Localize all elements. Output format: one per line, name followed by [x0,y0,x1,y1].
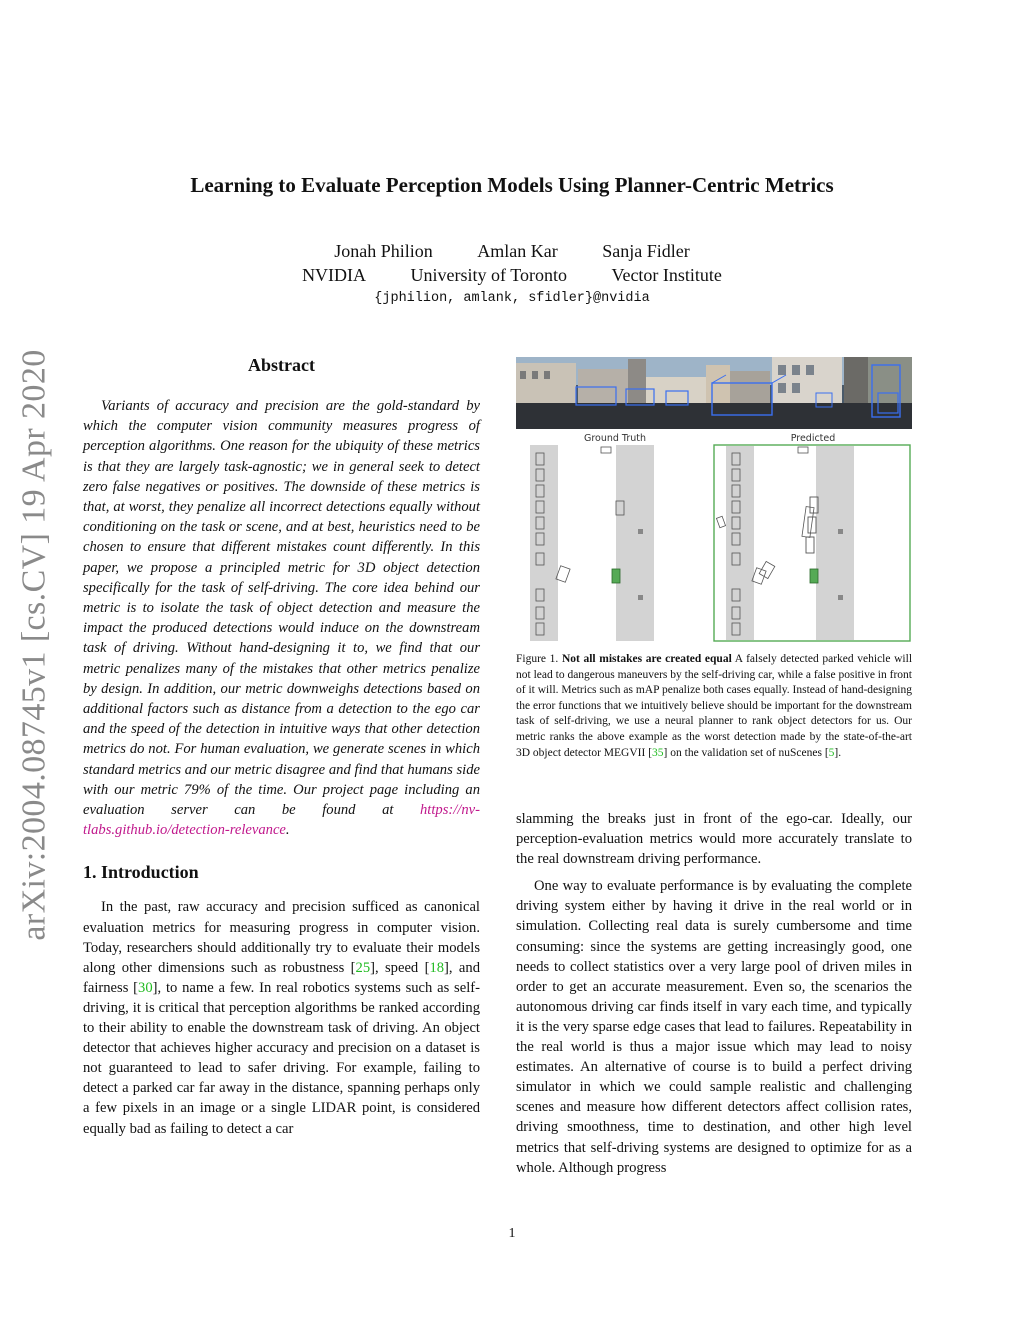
citation-25[interactable]: 25 [355,959,371,976]
intro-heading: 1. Introduction [83,862,199,883]
ground-truth-bev-panel [518,445,712,641]
citation-30[interactable]: 30 [138,979,153,996]
author-3: Sanja Fidler [602,241,690,261]
author-2: Amlan Kar [477,241,558,261]
author-emails: {jphilion, amlank, sfidler}@nvidia [374,291,650,306]
left-column [83,355,480,1139]
label-predicted: Predicted [790,433,836,444]
affiliations [0,265,1024,286]
camera-image [516,357,912,429]
ego-car-gt [612,569,620,583]
citation-5[interactable]: 5 [828,746,835,759]
intro-paragraph-continued: slamming the breaks just in front of the ego-car. Ideally, our perception-evaluation metrics would more accurately translate to the real downstream driving performance. [516,811,912,868]
figure-1-graphic [516,357,912,643]
page-number: 1 [508,1226,516,1241]
author-1: Jonah Philion [334,241,433,261]
intro-paragraph-1: In the past, raw accuracy and precision sufficed as canonical evaluation metrics for measuring progress in computer vision. Today, researchers should additionally try to evaluate their models along other dimensions such as robustness [25], speed [18], and fairness [30], to name a few. In real robotics systems such as self-driving, it is critical that perception algorithms be ranked according to their ability to enable the downstream task of driving. An object detector that achieves higher accuracy and precision on a dataset is not guaranteed to lead to safer driving. For example, failing to detect a parked car far away in the distance, spanning perhaps only a few pixels in an image or a single LIDAR point, is considered equally bad as failing to detect a car [83,899,480,1137]
citation-18[interactable]: 18 [429,959,445,976]
authors [0,241,1024,262]
figure-1 [516,357,912,643]
arxiv-stamp: arXiv:2004.08745v1 [cs.CV] 19 Apr 2020 [16,349,54,941]
project-link[interactable]: https://nv-tlabs.github.io/detection-relevance [83,802,480,839]
affiliation-1: NVIDIA [302,265,367,285]
citation-35[interactable]: 35 [652,746,664,759]
ego-car-pred [810,569,818,583]
affiliation-3: Vector Institute [611,265,722,285]
abstract-text: Variants of accuracy and precision are the gold-standard by which the computer vision community measures progress of perception algorithms. One reason for the ubiquity of these metrics is that they are largely task-agnostic; we in general seek to detect zero false negatives or positives. The downside of these metrics is that, at worst, they penalize all incorrect detections equally without conditioning on the task or scene, and at best, heuristics need to be chosen to ensure that different mistakes count differently. In this paper, we propose a principled metric for 3D object detection specifically for the task of self-driving. The core idea behind our metric is to isolate the task of object detection and measure the impact the produced detections would induce on the downstream task of driving. Without hand-designing it to, we find that our metric penalizes many of the mistakes that other metrics penalize by design. In addition, our metric downweighs detections based on additional factors such as distance from a detection to the ego car and the speed of the detection in intuitive ways that other detection metrics do not. For human evaluation, we generate scenes in which standard metrics and our metric disagree and find that humans side with our metric 79% of the time. Our project page including an evaluation server can be found at https://nv-tlabs.github.io/detection-relevance. [83,398,480,839]
predicted-bev-panel [714,445,910,641]
label-ground-truth: Ground Truth [583,433,647,444]
paper-title: Learning to Evaluate Perception Models Using Planner-Centric Metrics [190,173,834,197]
abstract-heading: Abstract [248,355,315,375]
right-column-text [516,809,912,1178]
intro-paragraph-2: One way to evaluate performance is by evaluating the complete driving system either by having it drive in the real world or in simulation. Collecting real data is surely cumbersome and time consuming: since the systems are getting increasingly good, one needs to collect statistics over a very large pool of driven miles in order to get an accurate measurement. Even so, the scenarios the autonomous driving car finds itself in vary each time, and typically it is the very sparse edge cases that lead to failures. Repeatability in the real world is thus a major issue which may lead to noisy estimates. An alternative of course is to build a perfect driving simulator in which we could sample realistic and challenging scenes and measure how different detectors affect collision rates, driving smoothness, time to destination, and other high level metrics that self-driving systems are designed to optimize for as a whole. Although progress [516,878,912,1176]
affiliation-2: University of Toronto [410,265,567,285]
figure-1-caption: Figure 1. Not all mistakes are created equal A falsely detected parked vehicle will not lead to dangerous maneuvers by the self-driving car, while a false positive in front of it will. Metrics such as mAP penalize both cases equally. Instead of hand-designing the error functions that we intuitively believe should be important for the downstream task of self-driving, we use a neural planner to rank object detectors for us. Our metric ranks the above example as the worst detection made by the state-of-the-art 3D object detector MEGVII [35] on the validation set of nuScenes [5]. [516,653,913,759]
